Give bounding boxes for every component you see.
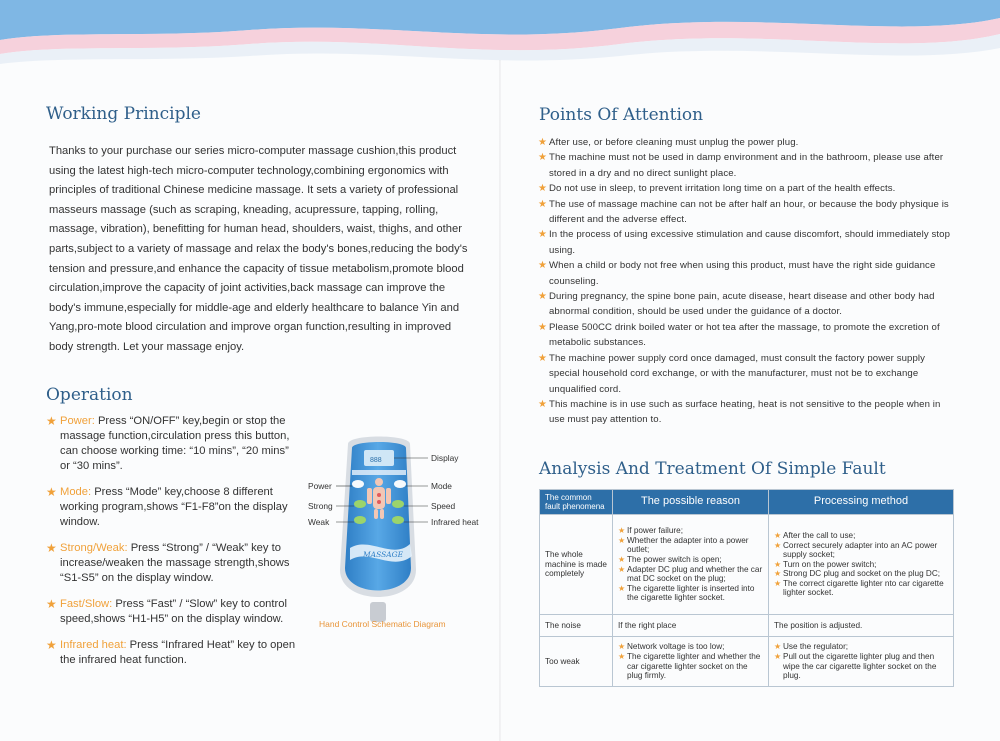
remote-brand: MASSAGE xyxy=(363,550,404,559)
star-icon: ★ xyxy=(618,564,626,574)
phenomenon-cell: The noise xyxy=(540,615,613,637)
remote-caption: Hand Control Schematic Diagram xyxy=(319,619,446,629)
working-principle-body: Thanks to your purchase our series micro-computer massage cushion,this product using the latest high-tech micro-computer technology,combining ergonomics with principles of traditional Chinese medicine massage. It sets a variety of professional masseurs massage (such as scraping, kneading, acupressure, tapping, rolling, massage, vibration), benefitting for human head, shoulders, waist, thighs, and other parts,subject to a variety of massage and relax the body's bones,reducing the body's tension and pressure,and enhance the capacity of tissue metabolism,promote blood circulation,improve the capacity of joint activities,back massage can improve the body's immune,especially for middle-age and elderly healthcare to balance Yin and Yang,pro-mote blood circulation and improve organ function,resulting in improved body strength. Let your massage enjoy. xyxy=(49,145,468,353)
infrared-heat-button[interactable] xyxy=(392,516,404,524)
star-icon: ★ xyxy=(538,398,548,410)
operation-text: Press “ON/OFF” key,begin or stop the massage function,circulation press this button, can choose working time: “10 mins”, “20 mins” or “30 mins”. xyxy=(60,415,290,472)
phenomenon-cell: The whole machine is made completely xyxy=(540,515,613,615)
attention-item: ★ In the process of using excessive stimulation and cause discomfort, should immediately stop using. xyxy=(538,229,951,256)
star-icon: ★ xyxy=(774,559,782,569)
reason-cell: If the right place xyxy=(613,615,769,637)
strong-label: Strong xyxy=(308,501,333,511)
operation-text: Press “Strong” / “Weak” key to increase/weaken the massage strength,shows “S1-S5” on the display window. xyxy=(60,542,290,584)
star-icon: ★ xyxy=(774,578,782,588)
speed-label: Speed xyxy=(431,501,456,511)
header-method: Processing method xyxy=(769,490,954,515)
weak-button[interactable] xyxy=(354,516,366,524)
operation-item-power xyxy=(46,414,296,474)
operation-key: Mode: xyxy=(60,486,92,498)
strong-button[interactable] xyxy=(354,500,366,508)
star-icon: ★ xyxy=(538,352,548,364)
star-icon: ★ xyxy=(774,530,782,540)
analysis-title: Analysis And Treatment Of Simple Fault xyxy=(539,459,886,479)
star-icon: ★ xyxy=(774,540,782,550)
points-of-attention-title: Points Of Attention xyxy=(539,105,704,125)
table-row xyxy=(540,637,954,687)
operation-text: Press “Infrared Heat” key to open the infrared heat function. xyxy=(60,639,296,666)
star-icon: ★ xyxy=(538,229,548,241)
star-icon: ★ xyxy=(46,597,57,611)
star-icon: ★ xyxy=(618,583,626,593)
method-cell: ★ After the call to use; ★ Correct securely adapter into an AC power supply socket; ★ Turn on the power switch; ★ Strong DC plug and socket on the plug DC; ★ The correct cigarette lighter nto car cigarette lighter socket. xyxy=(769,515,954,615)
fault-table-header xyxy=(540,490,954,515)
star-icon: ★ xyxy=(538,321,548,333)
phenomenon-cell: Too weak xyxy=(540,637,613,687)
points-of-attention-list xyxy=(538,135,958,428)
operation-key: Infrared heat: xyxy=(60,639,127,651)
method-cell: ★ Use the regulator; ★ Pull out the cigarette lighter plug and then wipe the car cigarette lighter socket on the plug. xyxy=(769,637,954,687)
star-icon: ★ xyxy=(774,642,782,652)
operation-item-infrared xyxy=(46,638,296,668)
reason-cell: ★ Network voltage is too low; ★ The cigarette lighter and whether the car cigarette lighter socket on the plug firmly. xyxy=(613,637,769,687)
weak-label: Weak xyxy=(308,517,330,527)
speed-button[interactable] xyxy=(392,500,404,508)
table-row xyxy=(540,515,954,615)
display-label: Display xyxy=(431,453,459,463)
attention-item: ★ Do not use in sleep, to prevent irritation long time on a part of the health effects. xyxy=(538,181,958,196)
star-icon: ★ xyxy=(538,152,548,164)
header-phenomena: The common fault phenomena xyxy=(540,490,613,515)
mode-button[interactable] xyxy=(394,480,406,488)
operation-text: Press “Mode” key,choose 8 different working program,shows “F1-F8”on the display window. xyxy=(60,486,288,528)
attention-item: ★ Please 500CC drink boiled water or hot tea after the massage, to promote the excretion of metabolic substances. xyxy=(538,321,940,349)
operation-item-strong-weak xyxy=(46,541,296,586)
star-icon: ★ xyxy=(538,198,548,210)
attention-item: ★ After use, or before cleaning must unplug the power plug. xyxy=(538,135,958,150)
method-cell: The position is adjusted. xyxy=(769,615,954,637)
remote-diagram xyxy=(300,430,490,630)
star-icon: ★ xyxy=(46,541,57,555)
svg-text:888: 888 xyxy=(370,457,382,464)
star-icon: ★ xyxy=(774,569,782,579)
attention-item: ★ This machine is in use such as surface heating, heat is not sensitive to the people when in use must pay attention to. xyxy=(538,398,941,426)
mode-label: Mode xyxy=(431,481,452,491)
star-icon: ★ xyxy=(538,183,548,195)
star-icon: ★ xyxy=(46,638,57,652)
attention-item: ★ The machine power supply cord once damaged, must consult the factory power supply special household cord exchange, or with the manufacturer, must not be to exchange unqualified cord. xyxy=(538,352,926,395)
operation-item-mode xyxy=(46,485,296,530)
star-icon: ★ xyxy=(618,526,626,536)
attention-item: ★ During pregnancy, the spine bone pain, acute disease, heart disease and other body had abnormal condition, should be used under the guidance of a doctor. xyxy=(538,291,935,318)
page-fold xyxy=(499,60,501,741)
attention-item: ★ The machine must not be used in damp environment and in the bathroom, please use after stored in a dry and no direct sunlight place. xyxy=(538,152,944,179)
operation-key: Fast/Slow: xyxy=(60,598,113,610)
power-button[interactable] xyxy=(352,480,364,488)
working-principle-title: Working Principle xyxy=(46,104,201,124)
reason-cell: ★ If power failure; ★ Whether the adapter into a power outlet; ★ The power switch is open; ★ Adapter DC plug and whether the car mat DC socket on the plug; ★ The cigarette lighter is inserted into the cigarette lighter socket. xyxy=(613,515,769,615)
star-icon: ★ xyxy=(538,291,548,303)
star-icon: ★ xyxy=(46,414,57,428)
operation-key: Strong/Weak: xyxy=(60,542,128,554)
operation-text: Press “Fast” / “Slow” key to control speed,shows “H1-H5” on the display window. xyxy=(60,598,287,625)
header-reason: The possible reason xyxy=(613,490,769,515)
star-icon: ★ xyxy=(618,651,626,661)
power-label: Power xyxy=(308,481,332,491)
operation-title: Operation xyxy=(46,385,133,405)
infrared-label: Infrared heat xyxy=(431,517,479,527)
star-icon: ★ xyxy=(618,554,626,564)
operation-key: Power: xyxy=(60,415,95,427)
table-row xyxy=(540,615,954,637)
star-icon: ★ xyxy=(538,137,548,148)
star-icon: ★ xyxy=(538,260,548,272)
operation-list xyxy=(46,414,296,678)
star-icon: ★ xyxy=(618,535,626,545)
attention-item: ★ When a child or body not free when using this product, must have the right side guidance counseling. xyxy=(538,260,936,287)
operation-item-fast-slow xyxy=(46,597,296,627)
star-icon: ★ xyxy=(618,642,626,652)
fault-table xyxy=(539,489,954,687)
star-icon: ★ xyxy=(46,485,57,499)
star-icon: ★ xyxy=(774,651,782,661)
attention-item: ★ The use of massage machine can not be after half an hour, or because the body physique is different and the adverse effect. xyxy=(538,198,949,226)
